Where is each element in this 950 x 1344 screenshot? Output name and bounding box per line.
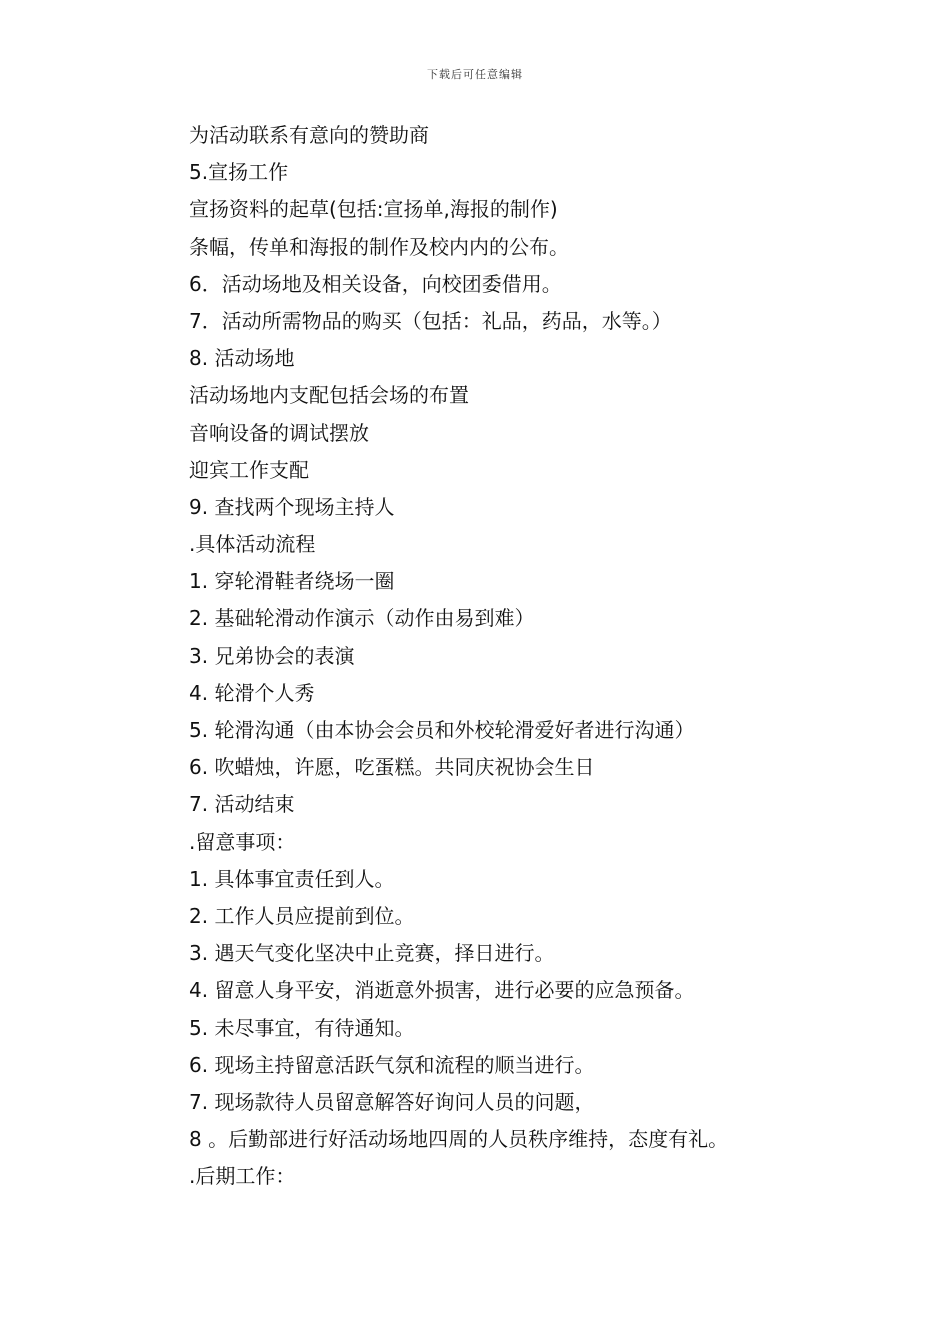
- section-heading: .具体活动流程: [189, 532, 316, 557]
- text-line: 3. 兄弟协会的表演: [189, 643, 355, 668]
- text-line: 迎宾工作支配: [189, 457, 309, 482]
- text-line: 4. 留意人身平安，消逝意外损害，进行必要的应急预备。: [189, 978, 695, 1003]
- text-line: 6．活动场地及相关设备，向校团委借用。: [189, 271, 562, 296]
- document-body: [189, 117, 889, 1195]
- section-heading: .后期工作：: [189, 1164, 296, 1189]
- text-line: 7. 活动结束: [189, 792, 295, 817]
- text-line: 5. 轮滑沟通（由本协会会员和外校轮滑爱好者进行沟通）: [189, 718, 695, 742]
- text-line: 6. 现场主持留意活跃气氛和流程的顺当进行。: [189, 1052, 595, 1077]
- text-line: 8 。后勤部进行好活动场地四周的人员秩序维持，态度有礼。: [189, 1127, 729, 1152]
- text-line: 3. 遇天气变化坚决中止竞赛，择日进行。: [189, 941, 555, 966]
- text-line: 1. 具体事宜责任到人。: [189, 866, 395, 891]
- text-line: 1. 穿轮滑鞋者绕场一圈: [189, 569, 395, 594]
- section-heading: .留意事项：: [189, 829, 296, 854]
- text-line: 8. 活动场地: [189, 346, 295, 371]
- text-line: 2. 工作人员应提前到位。: [189, 903, 415, 928]
- text-line: 6. 吹蜡烛，许愿，吃蛋糕。共同庆祝协会生日: [189, 755, 595, 780]
- text-line: 音响设备的调试摆放: [189, 420, 369, 445]
- text-line: 宣扬资料的起草(包括:宣扬单,海报的制作): [189, 197, 558, 222]
- text-line: 5.宣扬工作: [189, 160, 289, 185]
- text-line: 条幅，传单和海报的制作及校内内的公布。: [189, 234, 569, 259]
- text-line: 7．活动所需物品的购买（包括：礼品，药品，水等。）: [189, 308, 672, 333]
- page-header-note: 下载后可任意编辑: [427, 68, 523, 81]
- text-line: 9. 查找两个现场主持人: [189, 494, 395, 519]
- text-line: 7. 现场款待人员留意解答好询问人员的问题，: [189, 1089, 595, 1114]
- text-line: 2. 基础轮滑动作演示（动作由易到难）: [189, 606, 535, 631]
- text-line: 5. 未尽事宜，有待通知。: [189, 1015, 415, 1040]
- text-line: 活动场地内支配包括会场的布置: [189, 383, 469, 408]
- text-line: 为活动联系有意向的赞助商: [189, 123, 429, 147]
- text-line: 4. 轮滑个人秀: [189, 680, 315, 705]
